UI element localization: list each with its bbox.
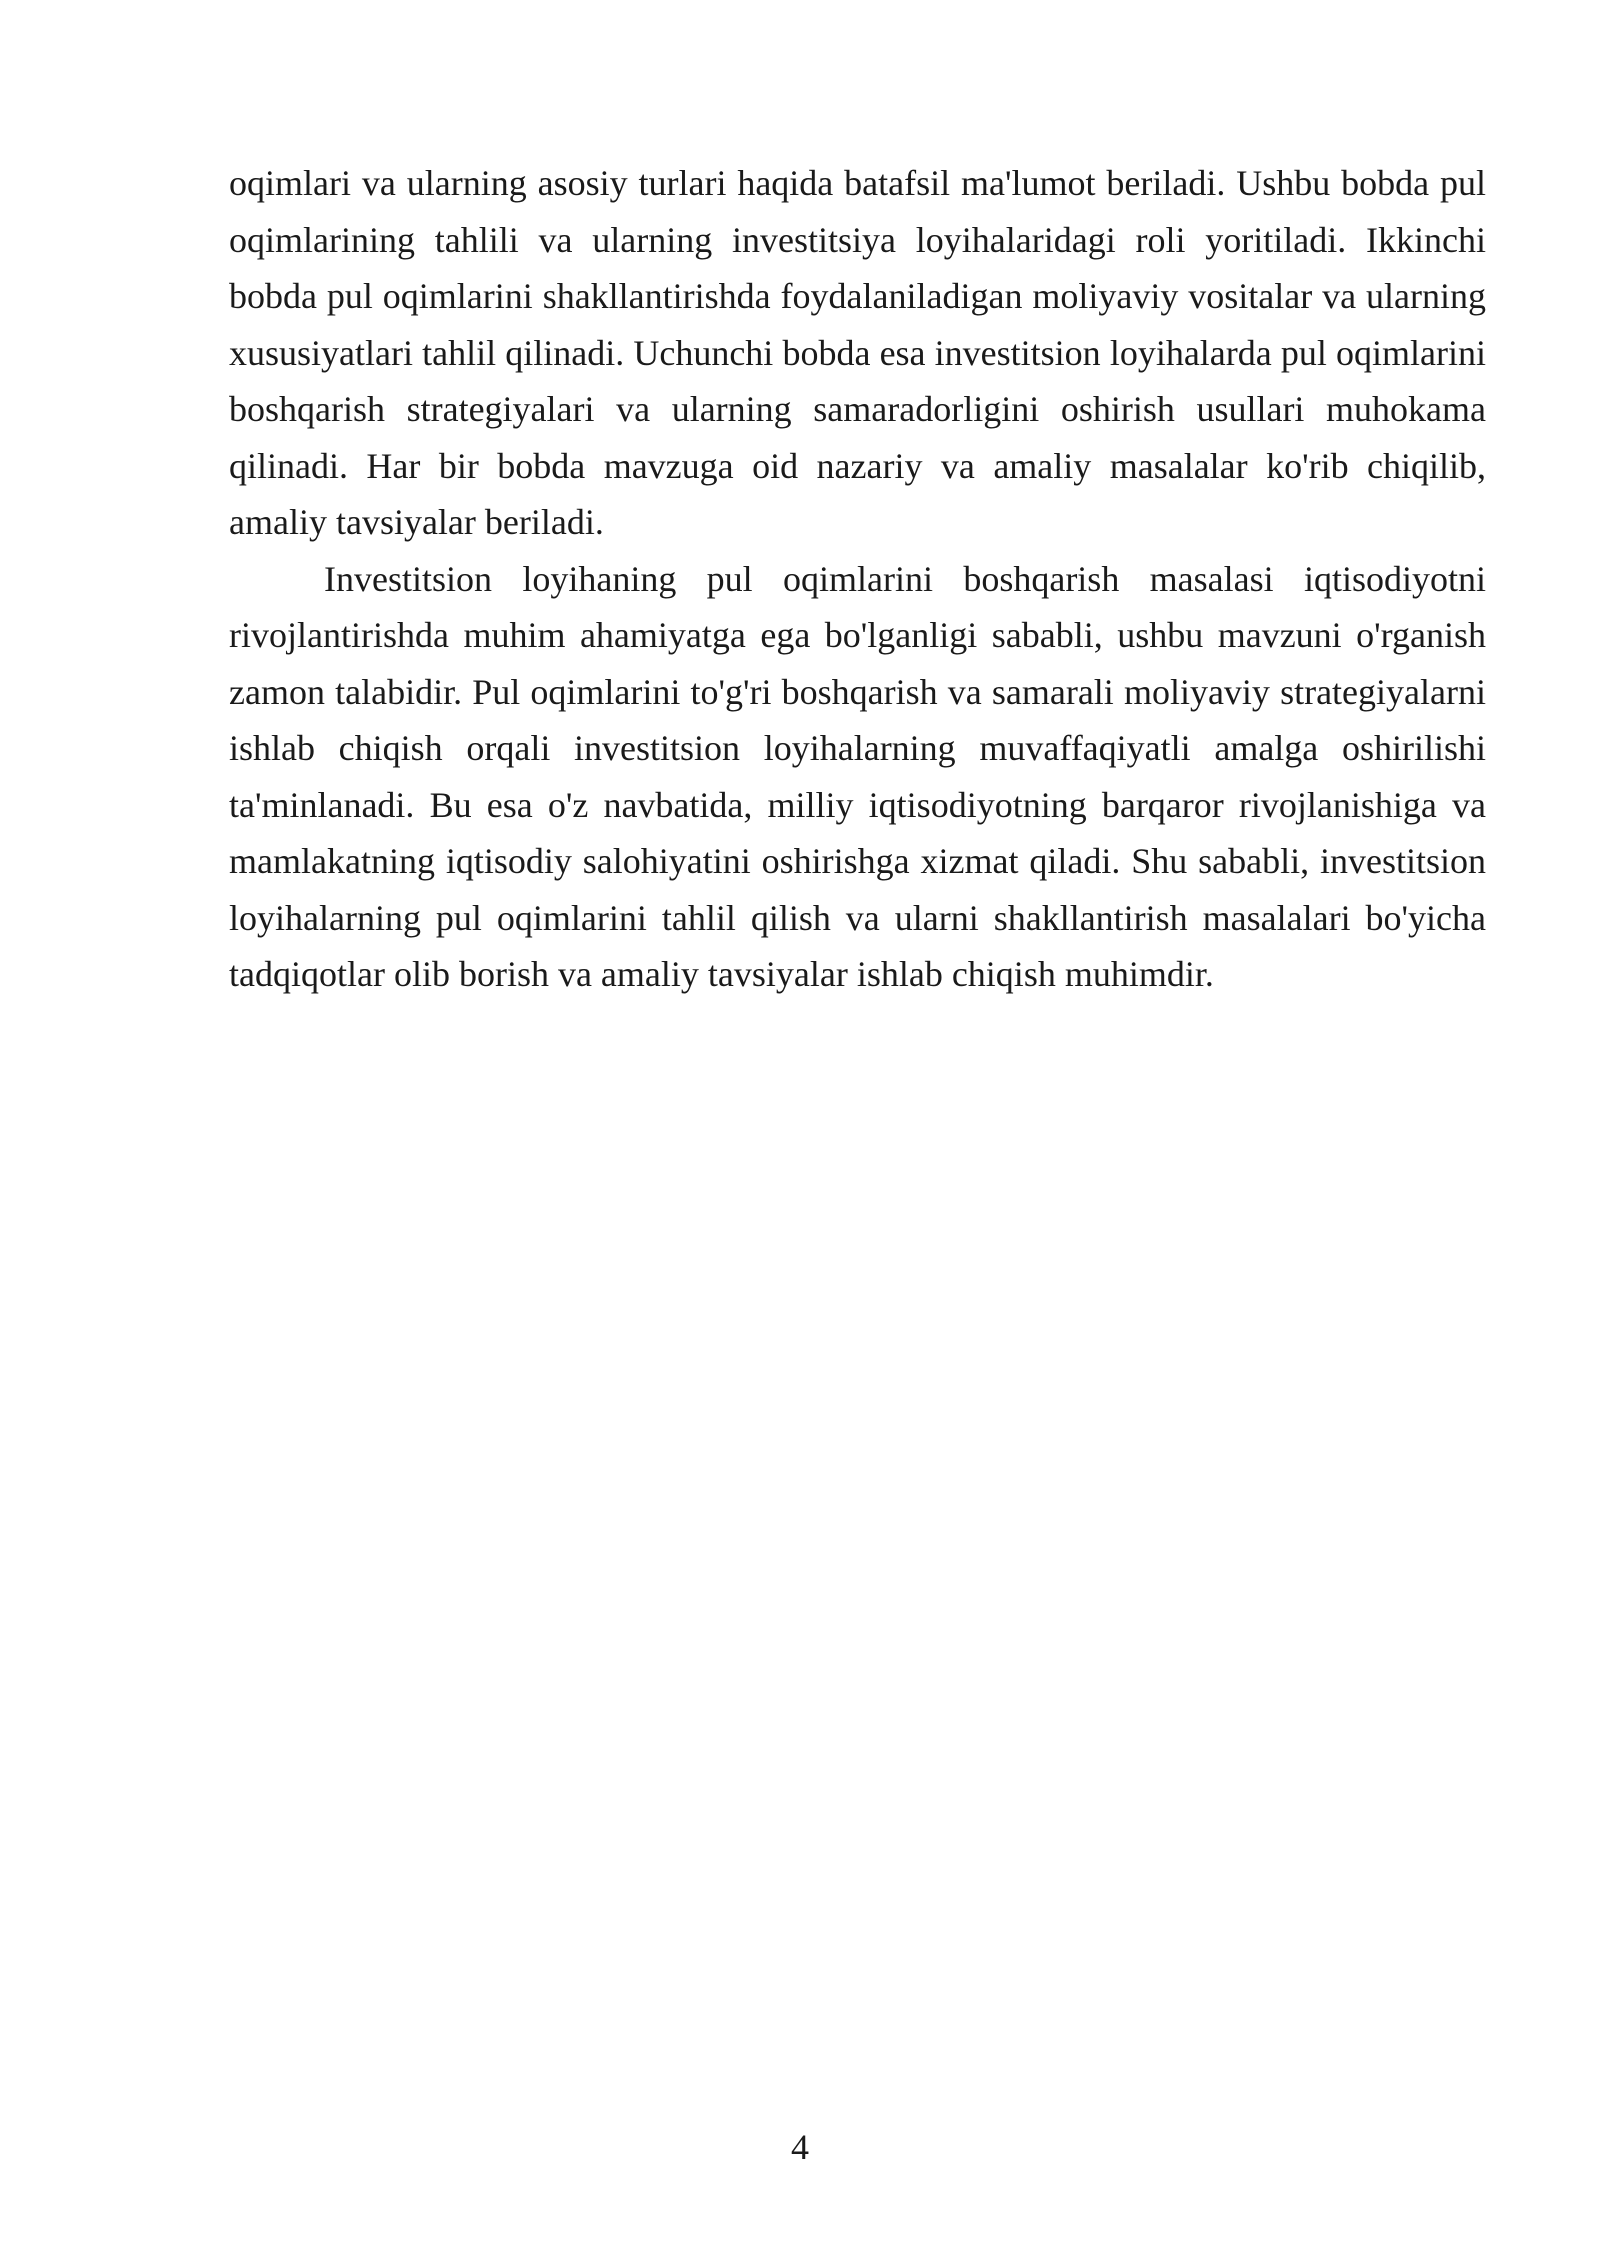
body-text [229,155,1486,1003]
page-number: 4 [791,2127,809,2167]
paragraph-continuation: oqimlari va ularning asosiy turlari haqida batafsil ma'lumot beriladi. Ushbu bobda pul oqimlarining tahlili va ularning investitsiya loyihalaridagi roli yoritiladi. Ikkinchi bobda pul oqimlarini shakllantirishda foydalaniladigan moliyaviy vositalar va ularning xususiyatlari tahlil qilinadi. Uchunchi bobda esa investitsion loyihalarda pul oqimlarini boshqarish strategiyalari va ularning samaradorligini oshirish usullari muhokama qilinadi. Har bir bobda mavzuga oid nazariy va amaliy masalalar ko'rib chiqilib, amaliy tavsiyalar beriladi. [229,163,1486,542]
paragraph-investment-cash-flow: Investitsion loyihaning pul oqimlarini boshqarish masalasi iqtisodiyotni rivojlantirishda muhim ahamiyatga ega bo'lganligi sababli, ushbu mavzuni o'rganish zamon talabidir. Pul oqimlarini to'g'ri boshqarish va samarali moliyaviy strategiyalarni ishlab chiqish orqali investitsion loyihalarning muvaffaqiyatli amalga oshirilishi ta'minlanadi. Bu esa o'z navbatida, milliy iqtisodiyotning barqaror rivojlanishiga va mamlakatning iqtisodiy salohiyatini oshirishga xizmat qiladi. Shu sababli, investitsion loyihalarning pul oqimlarini tahlil qilish va ularni shakllantirish masalalari bo'yicha tadqiqotlar olib borish va amaliy tavsiyalar ishlab chiqish muhimdir. [229,558,1486,994]
